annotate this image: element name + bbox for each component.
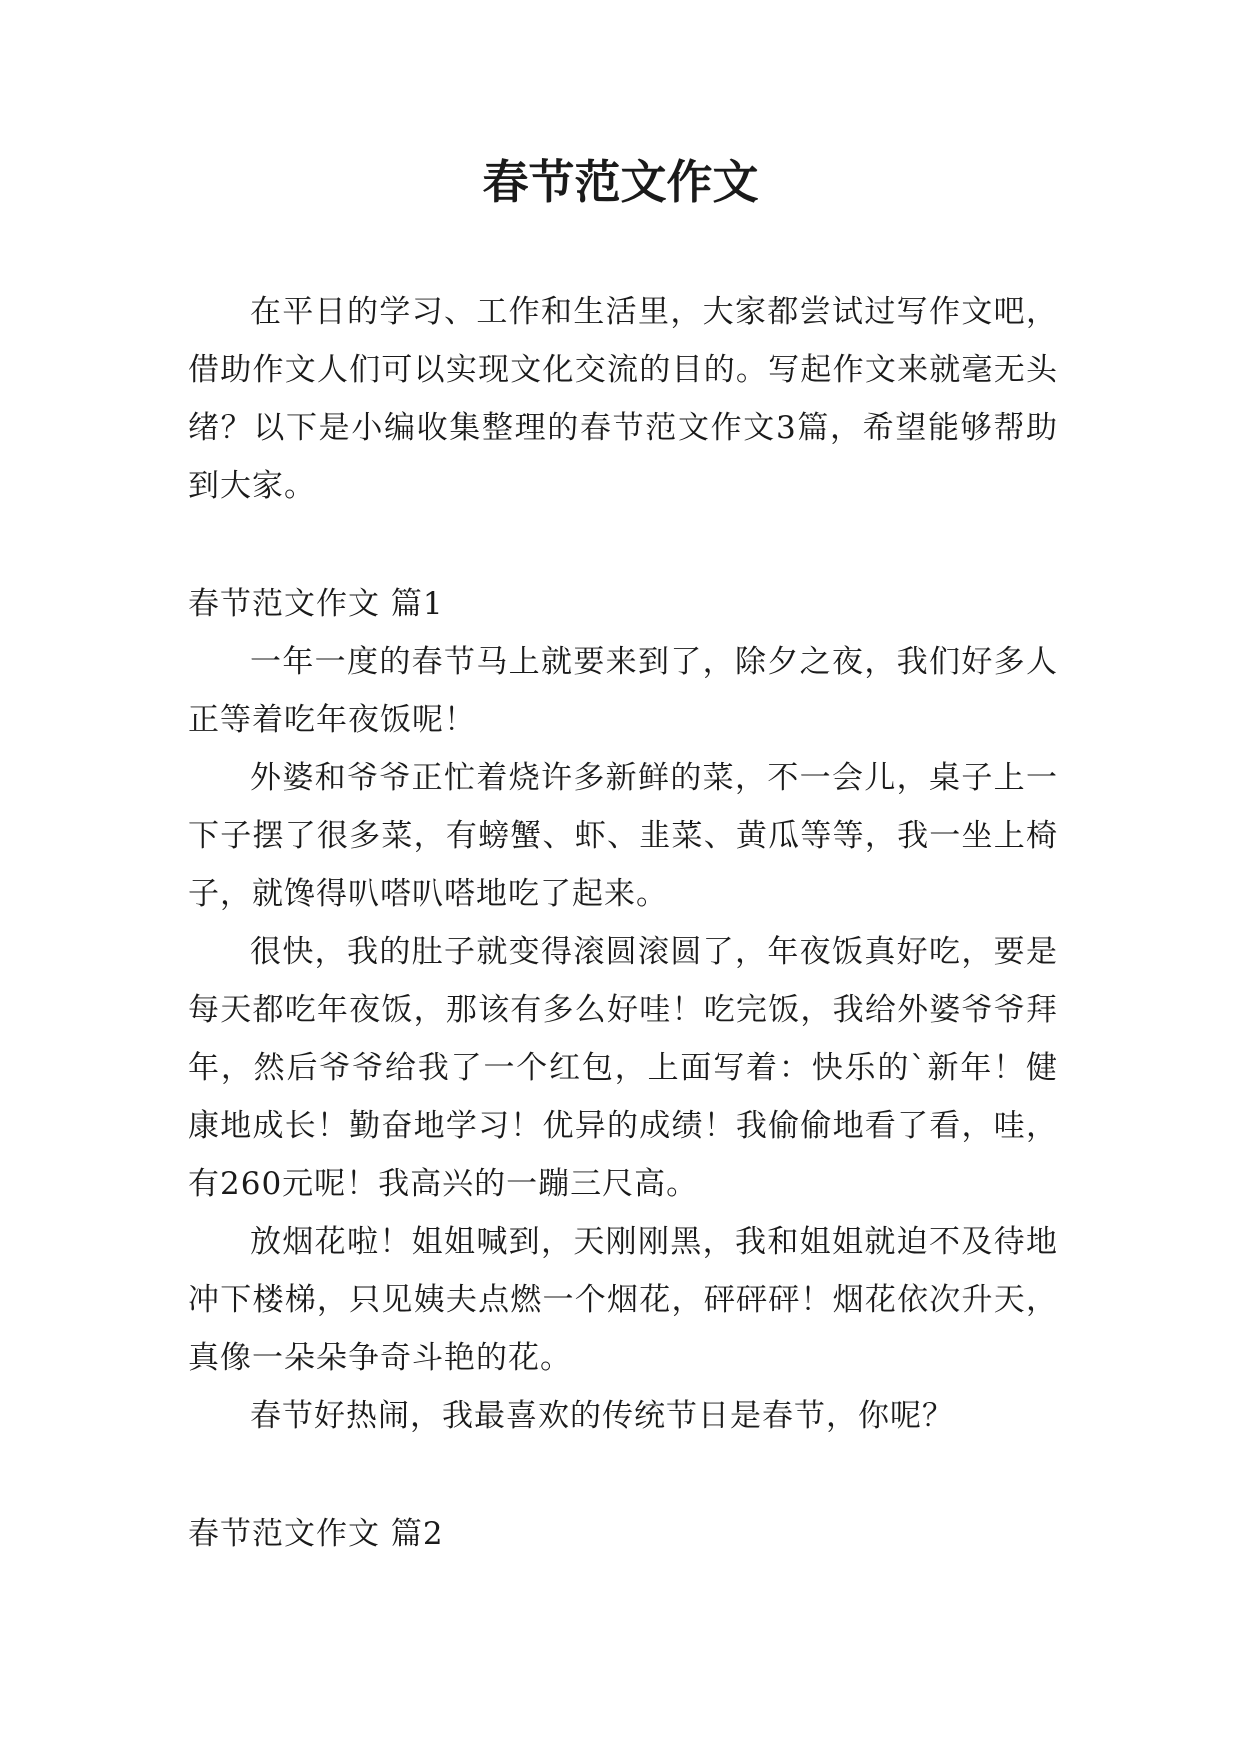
paragraph: 放烟花啦！姐姐喊到，天刚刚黑，我和姐姐就迫不及待地冲下楼梯，只见姨夫点燃一个烟花，砰砰砰！烟花依次升天，真像一朵朵争奇斗艳的花。 bbox=[188, 1224, 1058, 1376]
document-body bbox=[188, 283, 1058, 1563]
paragraph: 外婆和爷爷正忙着烧许多新鲜的菜，不一会儿，桌子上一下子摆了很多菜，有螃蟹、虾、韭菜、黄瓜等等，我一坐上椅子，就馋得叭嗒叭嗒地吃了起来。 bbox=[188, 760, 1058, 912]
paragraph: 很快，我的肚子就变得滚圆滚圆了，年夜饭真好吃，要是每天都吃年夜饭，那该有多么好哇！吃完饭，我给外婆爷爷拜年，然后爷爷给我了一个红包，上面写着：快乐的`新年！健康地成长！勤奋地学习！优异的成绩！我偷偷地看了看，哇，有260元呢！我高兴的一蹦三尺高。 bbox=[188, 934, 1058, 1202]
spacer bbox=[188, 1445, 1058, 1505]
section-heading-1: 春节范文作文 篇1 bbox=[188, 586, 444, 622]
intro-paragraph: 在平日的学习、工作和生活里，大家都尝试过写作文吧，借助作文人们可以实现文化交流的目的。写起作文来就毫无头绪？以下是小编收集整理的春节范文作文3篇，希望能够帮助到大家。 bbox=[188, 294, 1058, 504]
paragraph: 春节好热闹，我最喜欢的传统节日是春节，你呢？ bbox=[250, 1398, 954, 1434]
page-title: 春节范文作文 bbox=[482, 155, 759, 209]
spacer bbox=[188, 515, 1058, 575]
paragraph: 一年一度的春节马上就要来到了，除夕之夜，我们好多人正等着吃年夜饭呢！ bbox=[188, 644, 1058, 738]
section-heading-2: 春节范文作文 篇2 bbox=[188, 1516, 444, 1552]
